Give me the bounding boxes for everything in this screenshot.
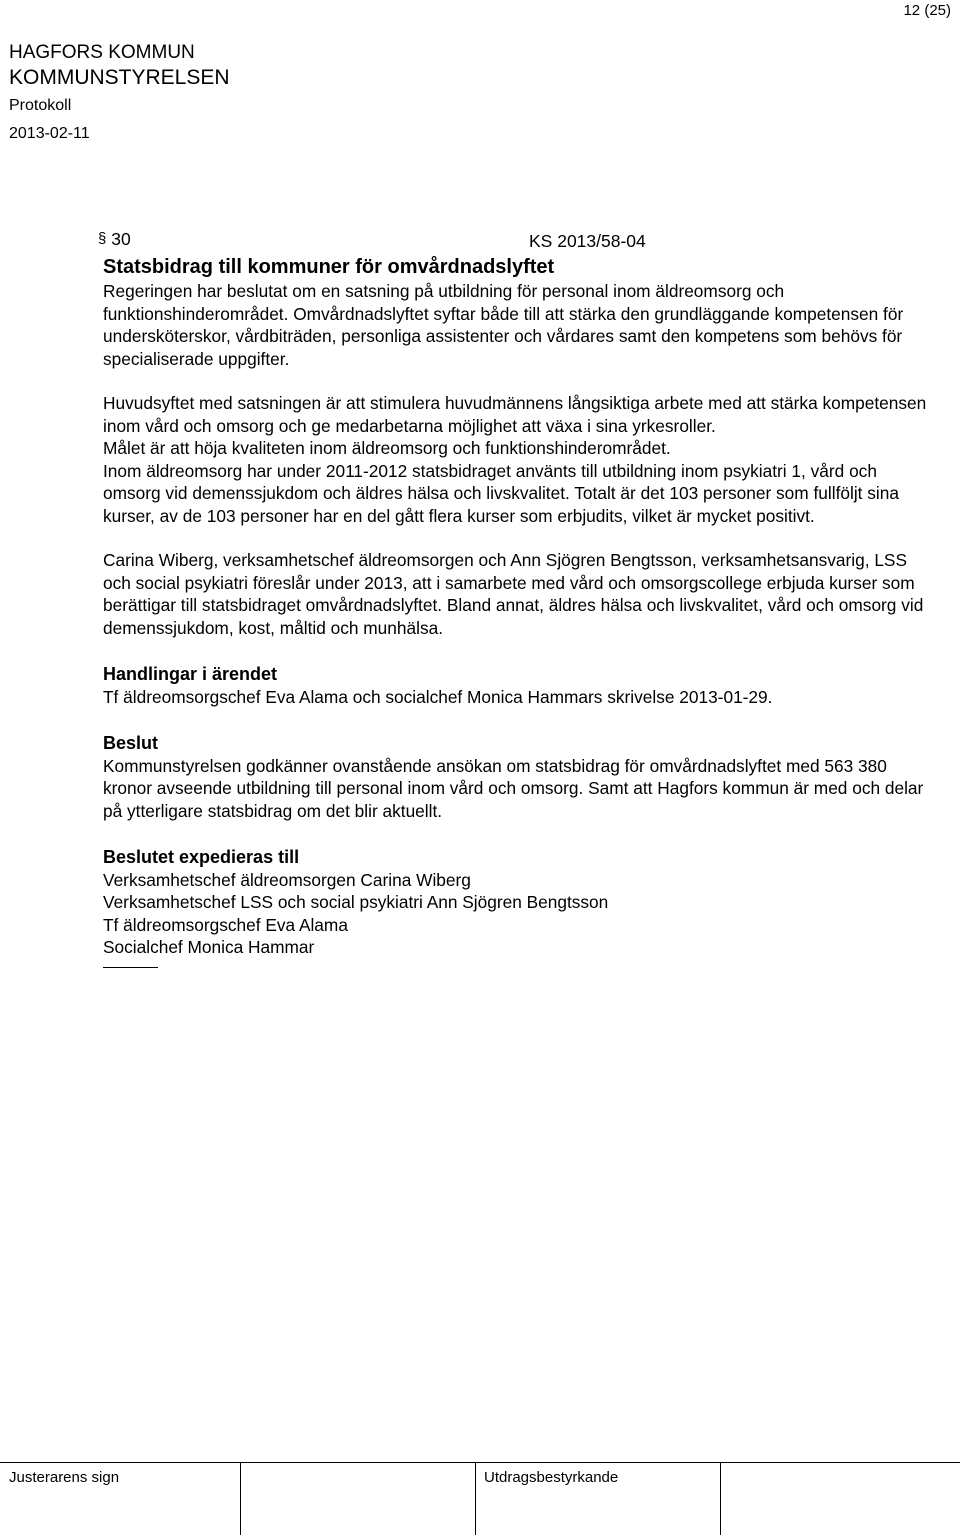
documents-heading: Handlingar i ärendet <box>103 664 278 684</box>
extract-certification-label: Utdragsbestyrkande <box>484 1469 619 1486</box>
documents-text: Tf äldreomsorgschef Eva Alama och socialchef Monica Hammars skrivelse 2013-01-29. <box>103 686 773 707</box>
decision-text: Kommunstyrelsen godkänner ovanstående ansökan om statsbidrag för omvårdnadslyftet med 563 380 kronor avseende utbildning till personal inom vård och omsorg. Samt att Hagfors kommun är med och delar på ytterligare statsbidrag om det blir aktuellt. <box>103 755 924 821</box>
meeting-date: 2013-02-11 <box>9 125 90 142</box>
adjuster-sign-label: Justerarens sign <box>9 1469 120 1486</box>
section-number <box>98 228 131 251</box>
dispatch-recipient: Verksamhetschef äldreomsorgen Carina Wiberg <box>103 869 471 890</box>
paragraph-proposal: Carina Wiberg, verksamhetschef äldreomsorgen och Ann Sjögren Bengtsson, verksamhetsansvarig, LSS och social psykiatri föreslår under 2013, att i samarbete med vård och omsorgscollege erbjuda kurser som berättigar till statsbidraget omvårdnadslyftet. Bland annat, äldres hälsa och livskvalitet, vård och omsorg vid demenssjukdom, kost, måltid och munhälsa. <box>103 550 924 638</box>
case-number: KS 2013/58-04 <box>529 231 646 251</box>
paragraph-purpose: Huvudsyftet med satsningen är att stimulera huvudmännens långsiktiga arbete med att stärka kompetensen inom vård och omsorg och ge medarbetarna möjlighet att växa i sina yrkesroller. <box>103 393 927 436</box>
section-heading-row <box>98 228 938 254</box>
dispatch-recipient: Socialchef Monica Hammar <box>103 937 315 957</box>
section-number-value: 30 <box>111 229 131 249</box>
paragraph-goal: Målet är att höja kvaliteten inom äldreomsorg och funktionshinderområdet. <box>103 438 671 458</box>
footer-divider <box>475 1463 476 1535</box>
dispatch-recipient: Verksamhetschef LSS och social psykiatri Ann Sjögren Bengtsson <box>103 892 609 912</box>
signature-line <box>103 967 158 968</box>
dispatch-list <box>103 869 938 959</box>
board-name: KOMMUNSTYRELSEN <box>9 66 230 89</box>
decision-heading: Beslut <box>103 733 159 753</box>
municipality-name: HAGFORS KOMMUN <box>9 42 195 63</box>
document-body <box>98 228 938 968</box>
document-type: Protokoll <box>9 97 72 114</box>
dispatch-heading: Beslutet expedieras till <box>103 847 300 867</box>
page-number: 12 (25) <box>903 2 951 19</box>
footer-divider <box>240 1463 241 1535</box>
signature-footer <box>0 1462 960 1535</box>
dispatch-recipient: Tf äldreomsorgschef Eva Alama <box>103 914 348 935</box>
paragraph-background: Regeringen har beslutat om en satsning på utbildning för personal inom äldreomsorg och funktionshinderområdet. Omvårdnadslyftet syftar både till att stärka den grundläggande kompetensen för undersköterskor, vårdbiträden, personliga assistenter och vårdares samt den kompetens som behövs för specialiserade uppgifter. <box>103 281 904 369</box>
paragraph-symbol: § <box>98 230 107 247</box>
document-header <box>9 41 230 152</box>
footer-divider <box>720 1463 721 1535</box>
paragraph-history: Inom äldreomsorg har under 2011-2012 statsbidraget använts till utbildning inom psykiatri 1, vård och omsorg vid demenssjukdom och äldres hälsa och livskvalitet. Totalt är det 103 personer som fullföljt sina kurser, av de 103 personer har en del gått flera kurser som erbjudits, vilket är mycket positivt. <box>103 460 899 526</box>
section-title: Statsbidrag till kommuner för omvårdnadslyftet <box>103 256 555 278</box>
